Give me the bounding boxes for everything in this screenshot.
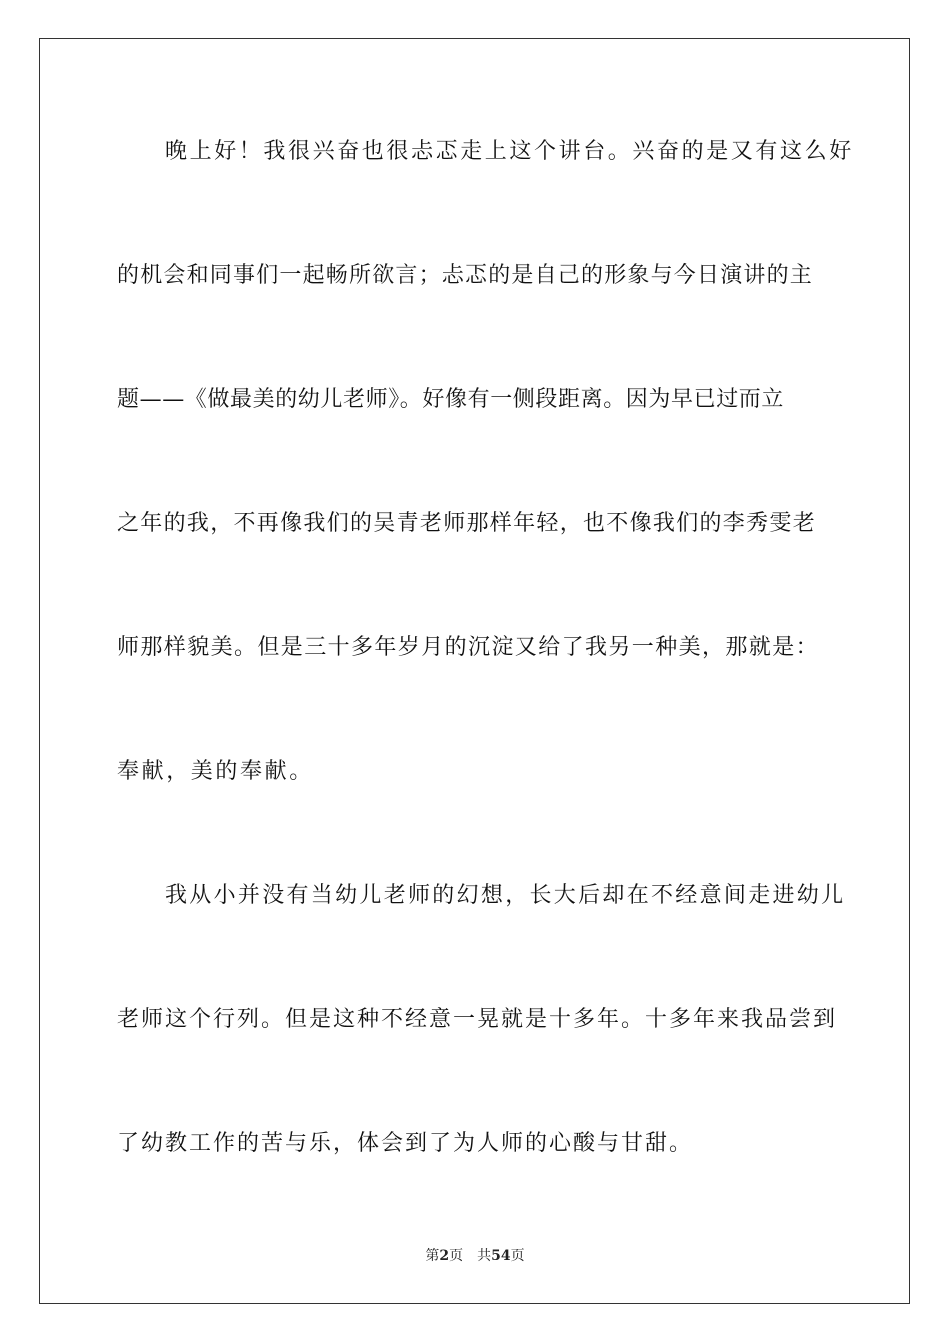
paragraph-2-line-3: 了幼教工作的苦与乐，体会到了为人师的心酸与甘甜。 [117, 1131, 694, 1156]
total-suffix: 页 [510, 1248, 525, 1264]
paragraph-2-line-1: 我从小并没有当幼儿老师的幻想，长大后却在不经意间走进幼儿 [165, 883, 846, 908]
paragraph-1-line-3: 题——《做最美的幼儿老师》。好像有一侧段距离。因为早已过而立 [117, 387, 785, 412]
page-suffix: 页 [449, 1248, 464, 1264]
paragraph-1-line-6: 奉献，美的奉献。 [117, 759, 314, 784]
paragraph-1-line-5: 师那样貌美。但是三十多年岁月的沉淀又给了我另一种美，那就是： [117, 635, 820, 660]
page-number: 2 [439, 1248, 450, 1264]
total-pages: 54 [491, 1248, 511, 1264]
total-prefix: 共 [477, 1248, 492, 1264]
paragraph-1-line-1: 晚上好！我很兴奋也很忐忑走上这个讲台。兴奋的是又有这么好 [165, 139, 854, 164]
paragraph-1-line-4: 之年的我，不再像我们的吴青老师那样年轻，也不像我们的李秀雯老 [117, 511, 817, 536]
paragraph-2-line-2: 老师这个行列。但是这种不经意一晃就是十多年。十多年来我品尝到 [117, 1007, 838, 1032]
page-footer [0, 1246, 950, 1266]
page-prefix: 第 [425, 1248, 440, 1264]
page-border [39, 38, 910, 1304]
paragraph-1-line-2: 的机会和同事们一起畅所欲言；忐忑的是自己的形象与今日演讲的主 [117, 263, 814, 288]
